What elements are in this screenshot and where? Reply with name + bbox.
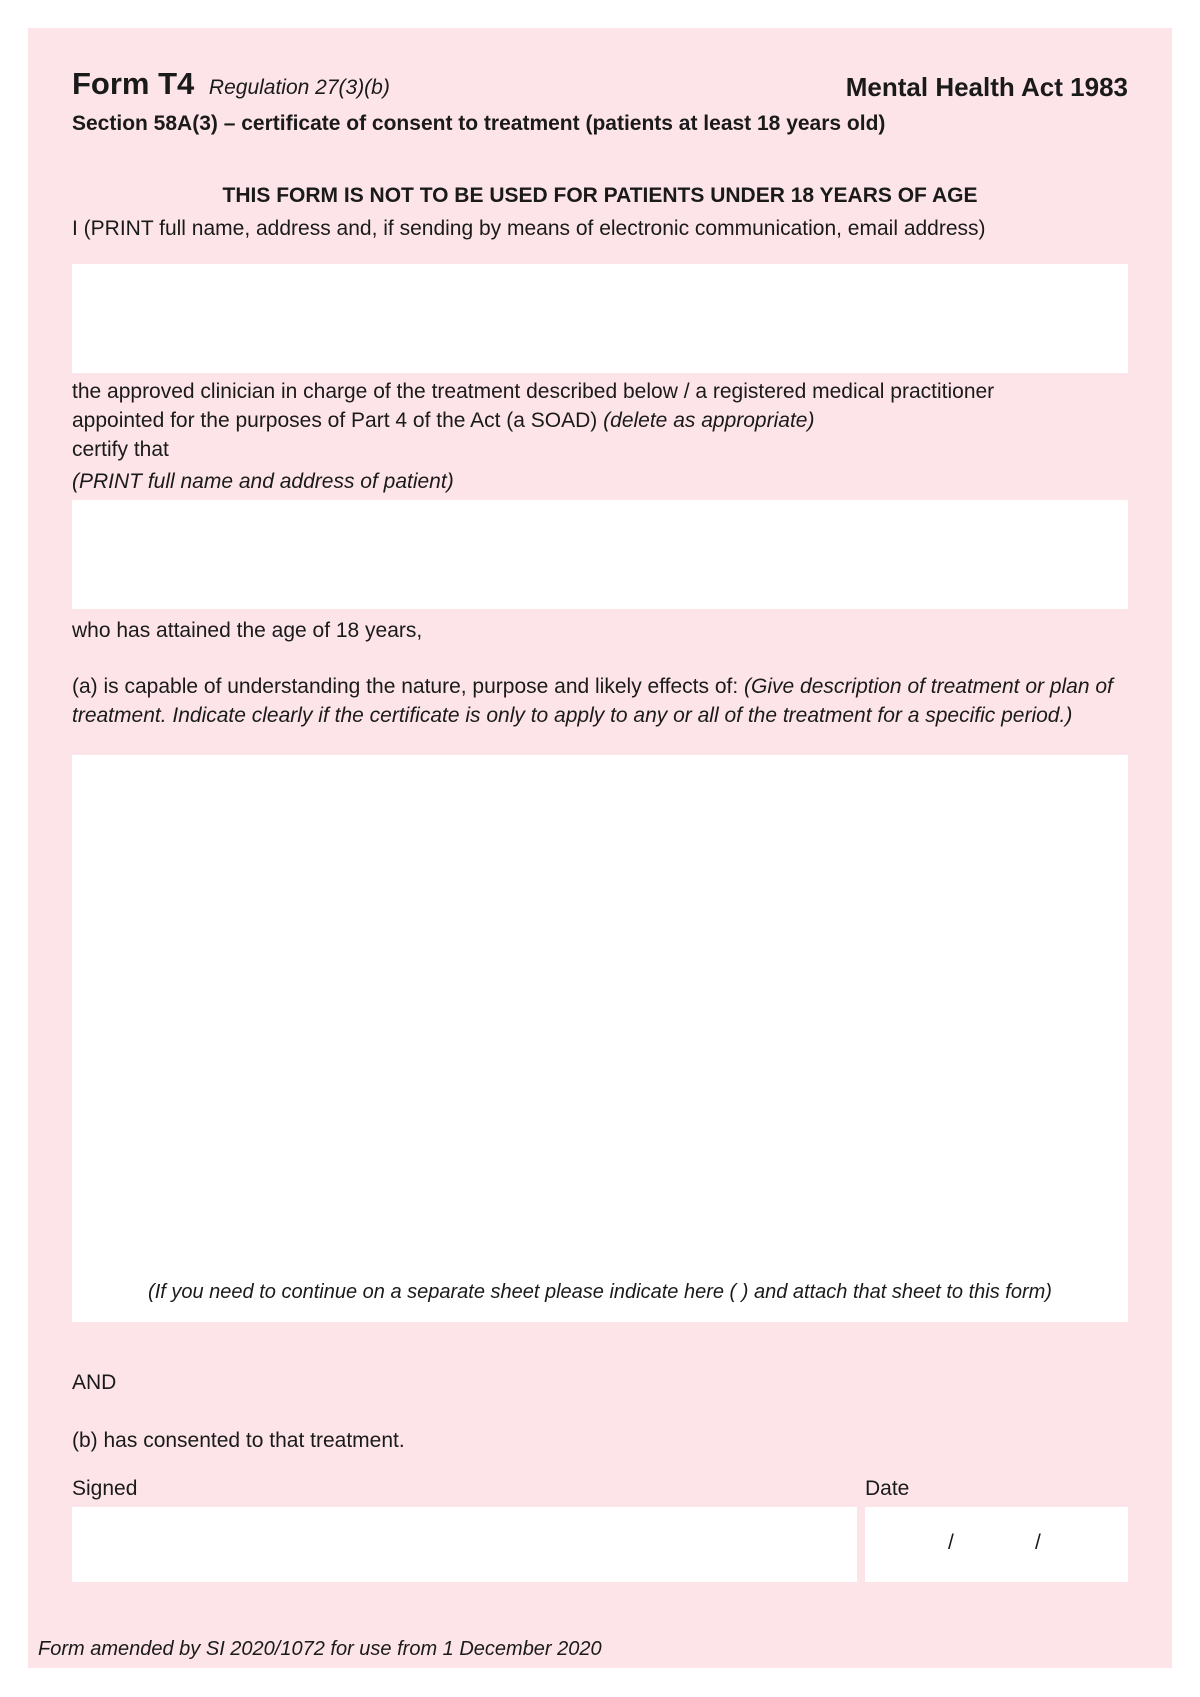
date-separator-2: / bbox=[1035, 1531, 1041, 1554]
form-number bbox=[72, 66, 390, 102]
section-title: Section 58A(3) – certificate of consent to treatment (patients at least 18 years old) bbox=[72, 112, 886, 135]
clinician-field-label: I (PRINT full name, address and, if sending by means of electronic communication, email address) bbox=[72, 217, 986, 240]
and-label: AND bbox=[72, 1371, 117, 1394]
patient-field-label: (PRINT full name and address of patient) bbox=[72, 470, 454, 493]
form-number-label: Form T4 bbox=[72, 66, 195, 101]
patient-details-value bbox=[72, 500, 1128, 520]
form-sheet bbox=[28, 28, 1172, 1668]
date-separator-1: / bbox=[948, 1531, 954, 1554]
treatment-intro-text: (a) is capable of understanding the nature, purpose and likely effects of: bbox=[72, 675, 739, 698]
continuation-sheet-note: (If you need to continue on a separate sheet please indicate here ( ) and attach that sheet to this form) bbox=[148, 1281, 1052, 1303]
act-title: Mental Health Act 1983 bbox=[845, 72, 1128, 102]
treatment-instruction: (Give description of treatment or plan of treatment. Indicate clearly if the certificate is only to apply to any or all of the treatment for a specific period.) bbox=[72, 675, 1113, 727]
regulation-reference: Regulation 27(3)(b) bbox=[208, 76, 390, 99]
treatment-description-value bbox=[72, 755, 1128, 775]
clinician-role-text: the approved clinician in charge of the treatment described below / a registered medical practitioner appointed for the purposes of Part 4 of the Act (a SOAD) bbox=[72, 380, 995, 432]
treatment-description-field[interactable] bbox=[72, 755, 1128, 1322]
age-statement: who has attained the age of 18 years, bbox=[72, 619, 423, 642]
date-field[interactable] bbox=[865, 1507, 1128, 1582]
signed-label: Signed bbox=[72, 1477, 138, 1500]
date-label: Date bbox=[865, 1477, 910, 1500]
delete-as-appropriate-note: (delete as appropriate) bbox=[603, 409, 815, 432]
amendment-footer: Form amended by SI 2020/1072 for use from 1 December 2020 bbox=[38, 1638, 602, 1660]
clinician-details-value bbox=[72, 264, 1128, 284]
patient-details-field[interactable] bbox=[72, 500, 1128, 609]
signature-field[interactable] bbox=[72, 1507, 857, 1582]
consent-statement: (b) has consented to that treatment. bbox=[72, 1429, 405, 1452]
treatment-intro bbox=[72, 672, 1132, 730]
age-warning: THIS FORM IS NOT TO BE USED FOR PATIENTS UNDER 18 YEARS OF AGE bbox=[222, 184, 978, 207]
clinician-role-statement bbox=[72, 377, 1002, 464]
certify-that-text: certify that bbox=[72, 438, 169, 461]
clinician-details-field[interactable] bbox=[72, 264, 1128, 373]
